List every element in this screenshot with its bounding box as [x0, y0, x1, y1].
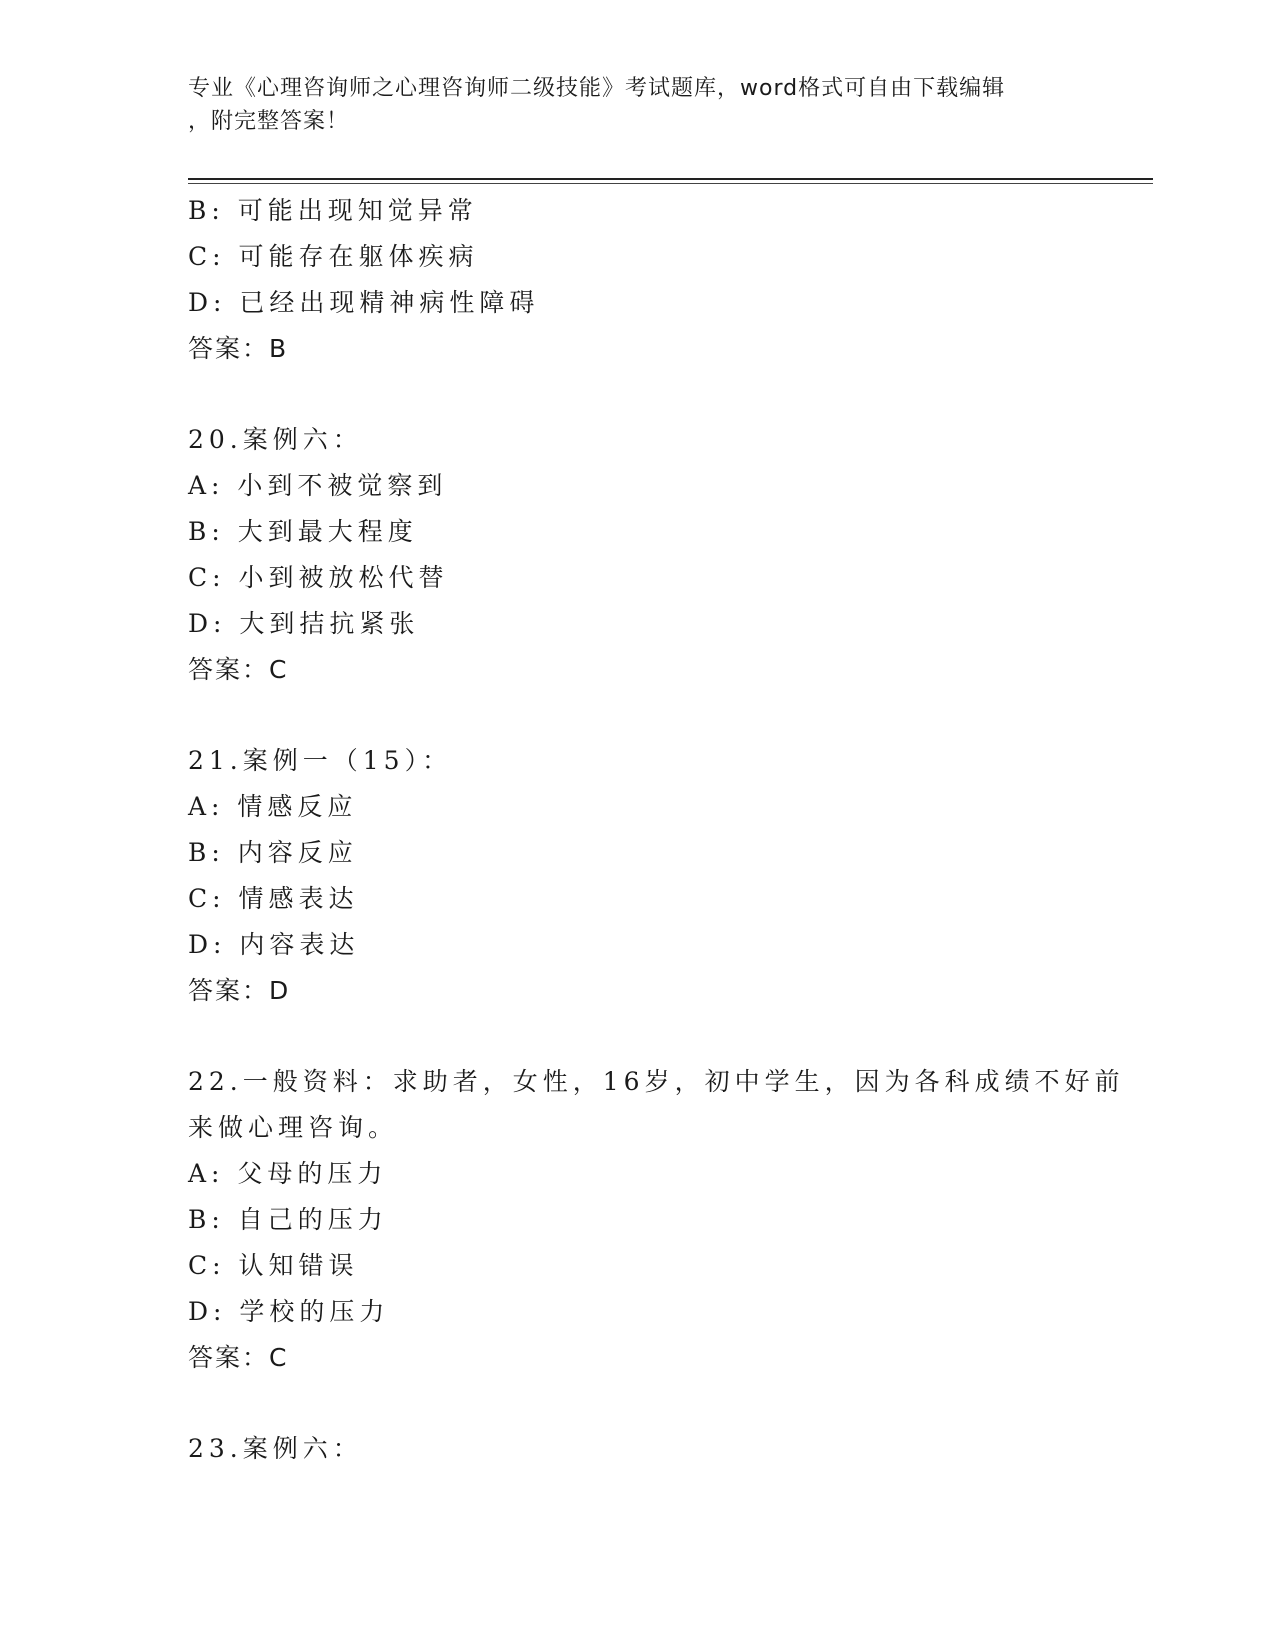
question-block-23	[188, 1426, 1088, 1472]
block-spacer	[188, 1381, 1088, 1426]
answer-line: 答案：D	[188, 976, 291, 1005]
header-divider-thick	[188, 178, 1153, 180]
answer-line: 答案：C	[188, 1343, 289, 1372]
answer-line: 答案：C	[188, 655, 289, 684]
question-text: 23.案例六：	[188, 1434, 363, 1463]
option-b: B: 自己的压力	[188, 1205, 388, 1234]
question-text: 21.案例一（15）：	[188, 746, 453, 775]
answer-line: 答案：B	[188, 334, 289, 363]
block-spacer	[188, 1014, 1088, 1059]
header-divider-thin	[188, 183, 1153, 184]
option-a: A: 情感反应	[188, 792, 358, 821]
option-b: B: 可能出现知觉异常	[188, 196, 478, 225]
option-c: C: 认知错误	[188, 1251, 359, 1280]
option-c: C: 情感表达	[188, 884, 359, 913]
header-line-2: ，附完整答案！	[188, 109, 350, 134]
option-b: B: 大到最大程度	[188, 517, 418, 546]
question-block-21	[188, 738, 1088, 1014]
question-block-20	[188, 417, 1088, 693]
option-c: C: 小到被放松代替	[188, 563, 449, 592]
question-text-line-2: 来做心理咨询。	[188, 1113, 399, 1142]
question-block-19	[188, 188, 1088, 372]
option-c: C: 可能存在躯体疾病	[188, 242, 479, 271]
option-d: D: 内容表达	[188, 930, 360, 959]
option-a: A: 小到不被觉察到	[188, 471, 448, 500]
option-d: D: 学校的压力	[188, 1297, 390, 1326]
option-b: B: 内容反应	[188, 838, 358, 867]
option-a: A: 父母的压力	[188, 1159, 388, 1188]
block-spacer	[188, 372, 1088, 417]
question-list	[188, 188, 1125, 1472]
option-d: D: 大到拮抗紧张	[188, 609, 420, 638]
question-block-22	[188, 1059, 1125, 1381]
question-text: 20.案例六：	[188, 425, 363, 454]
question-text-line-1: 22.一般资料：求助者，女性，16岁，初中学生，因为各科成绩不好前	[188, 1067, 1125, 1096]
block-spacer	[188, 693, 1088, 738]
option-d: D: 已经出现精神病性障碍	[188, 288, 540, 317]
document-header	[188, 72, 1088, 138]
header-line-1: 专业《心理咨询师之心理咨询师二级技能》考试题库，word格式可自由下载编辑	[188, 76, 1006, 101]
